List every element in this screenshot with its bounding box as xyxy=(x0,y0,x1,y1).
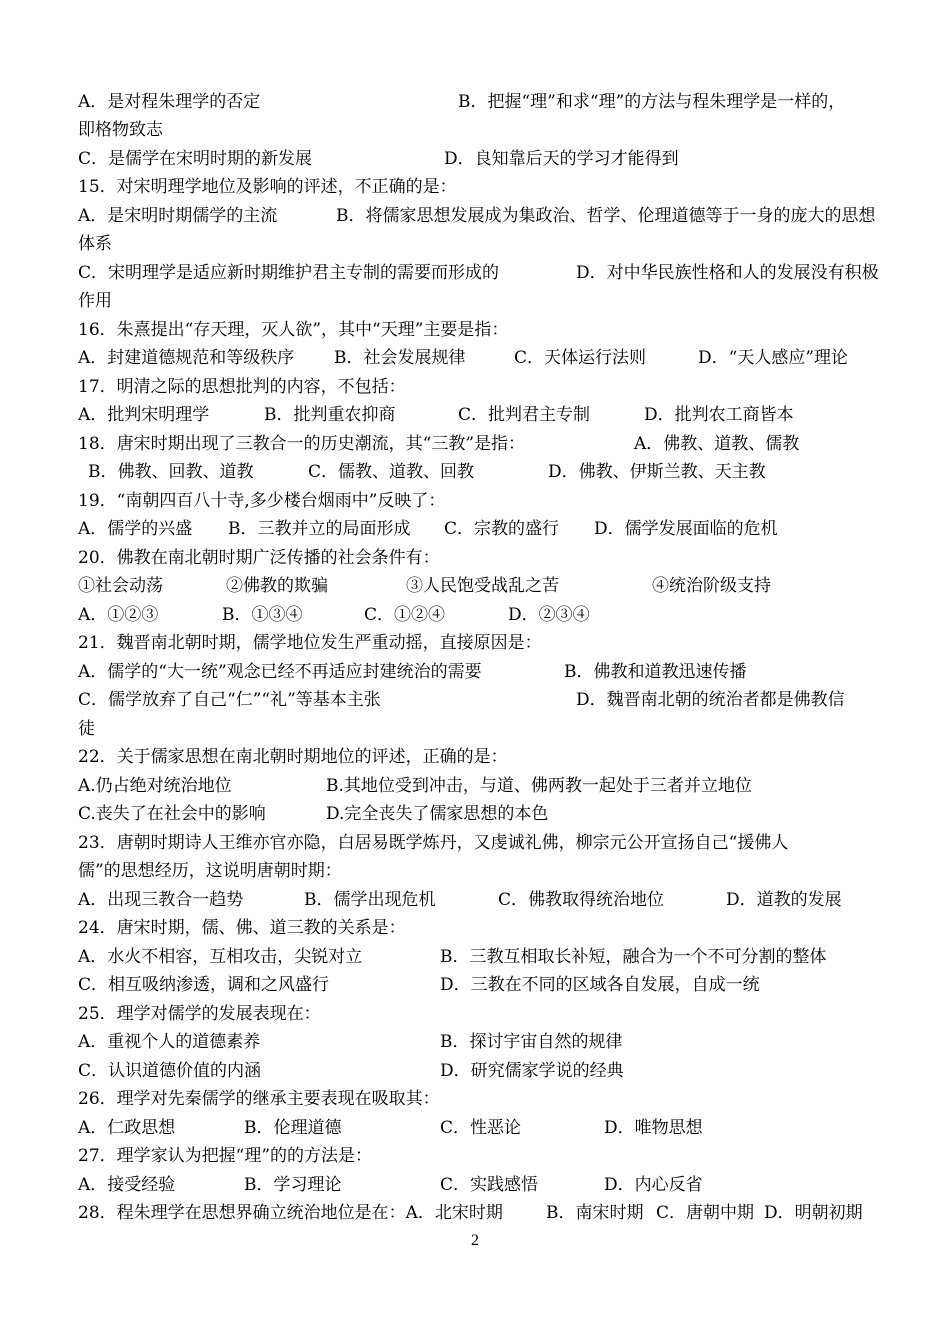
answer-option: D．三教在不同的区域各自发展，自成一统 xyxy=(440,975,760,995)
line-segment: C．是儒学在宋明时期的新发展 xyxy=(78,149,313,169)
line-segment: 儒”的思想经历，这说明唐朝时期： xyxy=(78,861,342,881)
text-line xyxy=(78,202,878,230)
line-segment: A.仍占绝对统治地位 xyxy=(78,776,232,796)
answer-option: D．儒学发展面临的危机 xyxy=(594,519,778,539)
answer-option: D．研究儒家学说的经典 xyxy=(440,1061,624,1081)
text-line xyxy=(78,116,878,144)
text-line xyxy=(78,515,878,543)
answer-option: ④统治阶级支持 xyxy=(652,576,771,596)
answer-option: B．学习理论 xyxy=(244,1175,342,1195)
line-segment: 28．程朱理学在思想界确立统治地位是在：A．北宋时期 xyxy=(78,1203,503,1223)
text-line xyxy=(78,1171,878,1199)
text-line xyxy=(78,173,878,201)
text-line xyxy=(78,259,878,287)
line-segment: 即格物致志 xyxy=(78,120,163,140)
answer-option: D．②③④ xyxy=(508,605,590,625)
text-line xyxy=(78,487,878,515)
answer-option: D．魏晋南北朝的统治者都是佛教信 xyxy=(576,690,845,710)
text-line xyxy=(78,971,878,999)
text-line xyxy=(78,544,878,572)
line-segment: A．批判宋明理学 xyxy=(78,405,210,425)
answer-option: B．儒学出现危机 xyxy=(304,890,436,910)
text-line xyxy=(78,686,878,714)
answer-option: D．佛教、伊斯兰教、天主教 xyxy=(548,462,766,482)
answer-option: D．“天人感应”理论 xyxy=(698,348,849,368)
answer-option: C．宗教的盛行 xyxy=(444,519,560,539)
answer-option: B．佛教和道教迅速传播 xyxy=(564,662,747,682)
answer-option: C．天体运行法则 xyxy=(514,348,647,368)
text-line xyxy=(78,800,878,828)
answer-option: D．明朝初期 xyxy=(764,1203,863,1223)
line-segment: 徒 xyxy=(78,719,95,739)
text-line xyxy=(78,886,878,914)
page-number: 2 xyxy=(471,1232,479,1249)
answer-option: C．儒教、道教、回教 xyxy=(308,462,475,482)
answer-option: C．佛教取得统治地位 xyxy=(498,890,665,910)
text-line xyxy=(78,1057,878,1085)
line-segment: A．接受经验 xyxy=(78,1175,176,1195)
text-line xyxy=(78,1142,878,1170)
line-segment: A．儒学的兴盛 xyxy=(78,519,193,539)
line-segment: A．是对程朱理学的否定 xyxy=(78,92,261,112)
line-segment: 27．理学家认为把握“理”的的方法是： xyxy=(78,1146,373,1166)
text-line xyxy=(78,1085,878,1113)
line-segment: ①社会动荡 xyxy=(78,576,163,596)
answer-option: ②佛教的欺骗 xyxy=(226,576,328,596)
line-segment: 18．唐宋时期出现了三教合一的历史潮流，其“三教”是指： xyxy=(78,434,526,454)
answer-option: B．探讨宇宙自然的规律 xyxy=(440,1032,623,1052)
line-segment: 17．明清之际的思想批判的内容，不包括： xyxy=(78,377,406,397)
text-line xyxy=(78,914,878,942)
text-line xyxy=(78,1000,878,1028)
answer-option: D．批判农工商皆本 xyxy=(644,405,794,425)
answer-option: C．①②④ xyxy=(364,605,446,625)
text-line xyxy=(78,1199,878,1227)
line-segment: 15．对宋明理学地位及影响的评述，不正确的是： xyxy=(78,177,457,197)
answer-option: B．①③④ xyxy=(222,605,303,625)
line-segment: A．儒学的“大一统”观念已经不再适应封建统治的需要 xyxy=(78,662,482,682)
text-line xyxy=(78,230,878,258)
line-segment: C．相互吸纳渗透，调和之风盛行 xyxy=(78,975,330,995)
text-line xyxy=(78,743,878,771)
answer-option: D．内心反省 xyxy=(604,1175,703,1195)
text-line xyxy=(78,373,878,401)
text-line xyxy=(78,344,878,372)
text-line xyxy=(78,145,878,173)
text-line xyxy=(78,772,878,800)
answer-option: C．实践感悟 xyxy=(440,1175,539,1195)
line-segment: A．是宋明时期儒学的主流 xyxy=(78,206,278,226)
answer-option: B.其地位受到冲击，与道、佛两教一起处于三者并立地位 xyxy=(326,776,752,796)
answer-option: B．三教互相取长补短，融合为一个不可分割的整体 xyxy=(440,947,827,967)
line-segment: A．封建道德规范和等级秩序 xyxy=(78,348,295,368)
text-line xyxy=(78,88,878,116)
line-segment: A．水火不相容，互相攻击，尖锐对立 xyxy=(78,947,363,967)
line-segment: 23．唐朝时期诗人王维亦官亦隐，白居易既学炼丹，又虔诚礼佛，柳宗元公开宣扬自己“援佛人 xyxy=(78,833,789,853)
line-segment: A．①②③ xyxy=(78,605,159,625)
text-line xyxy=(78,629,878,657)
answer-option: B．伦理道德 xyxy=(244,1118,342,1138)
text-line xyxy=(78,572,878,600)
line-segment: 24．唐宋时期，儒、佛、道三教的关系是： xyxy=(78,918,406,938)
line-segment: A．出现三教合一趋势 xyxy=(78,890,244,910)
answer-option: B．三教并立的局面形成 xyxy=(228,519,411,539)
text-line xyxy=(78,430,878,458)
answer-option: D．道教的发展 xyxy=(726,890,842,910)
line-segment: 20．佛教在南北朝时期广泛传播的社会条件有： xyxy=(78,548,440,568)
text-line xyxy=(78,458,878,486)
line-segment: B．佛教、回教、道教 xyxy=(88,462,254,482)
answer-option: D．唯物思想 xyxy=(604,1118,703,1138)
answer-option: C．唐朝中期 xyxy=(656,1203,755,1223)
answer-option: B．南宋时期 xyxy=(546,1203,644,1223)
answer-option: C．批判君主专制 xyxy=(458,405,591,425)
text-line xyxy=(78,1114,878,1142)
text-line xyxy=(78,829,878,857)
text-line xyxy=(78,658,878,686)
line-segment: 22．关于儒家思想在南北朝时期地位的评述，正确的是： xyxy=(78,747,508,767)
answer-option: B．将儒家思想发展成为集政治、哲学、伦理道德等于一身的庞大的思想 xyxy=(336,206,876,226)
answer-option: C．性恶论 xyxy=(440,1118,522,1138)
line-segment: 16．朱熹提出“存天理，灭人欲”，其中“天理”主要是指： xyxy=(78,320,509,340)
text-line xyxy=(78,943,878,971)
line-segment: 26．理学对先秦儒学的继承主要表现在吸取其： xyxy=(78,1089,440,1109)
answer-option: A．佛教、道教、儒教 xyxy=(634,434,800,454)
line-segment: 19．“南朝四百八十寺,多少楼台烟雨中”反映了： xyxy=(78,491,446,511)
answer-option: D．良知靠后天的学习才能得到 xyxy=(444,149,679,169)
answer-option: B．批判重农抑商 xyxy=(264,405,396,425)
line-segment: A．仁政思想 xyxy=(78,1118,176,1138)
text-line xyxy=(78,401,878,429)
answer-option: B．社会发展规律 xyxy=(334,348,466,368)
line-segment: C．儒学放弃了自己“仁”“礼”等基本主张 xyxy=(78,690,381,710)
line-segment: A．重视个人的道德素养 xyxy=(78,1032,261,1052)
line-segment: C．认识道德价值的内涵 xyxy=(78,1061,262,1081)
line-segment: 25．理学对儒学的发展表现在： xyxy=(78,1004,321,1024)
text-line xyxy=(78,1028,878,1056)
line-segment: C.丧失了在社会中的影响 xyxy=(78,804,266,824)
text-line xyxy=(78,287,878,315)
line-segment: 21．魏晋南北朝时期，儒学地位发生严重动摇，直接原因是： xyxy=(78,633,542,653)
answer-option: B．把握“理”和求“理”的方法与程朱理学是一样的， xyxy=(458,92,846,112)
text-line xyxy=(78,857,878,885)
answer-option: ③人民饱受战乱之苦 xyxy=(406,576,559,596)
answer-option: D.完全丧失了儒家思想的本色 xyxy=(326,804,549,824)
line-segment: 体系 xyxy=(78,234,112,254)
line-segment: 作用 xyxy=(78,291,112,311)
text-line xyxy=(78,715,878,743)
text-line xyxy=(78,601,878,629)
answer-option: D．对中华民族性格和人的发展没有积极 xyxy=(576,263,879,283)
line-segment: C．宋明理学是适应新时期维护君主专制的需要而形成的 xyxy=(78,263,500,283)
text-line xyxy=(78,316,878,344)
